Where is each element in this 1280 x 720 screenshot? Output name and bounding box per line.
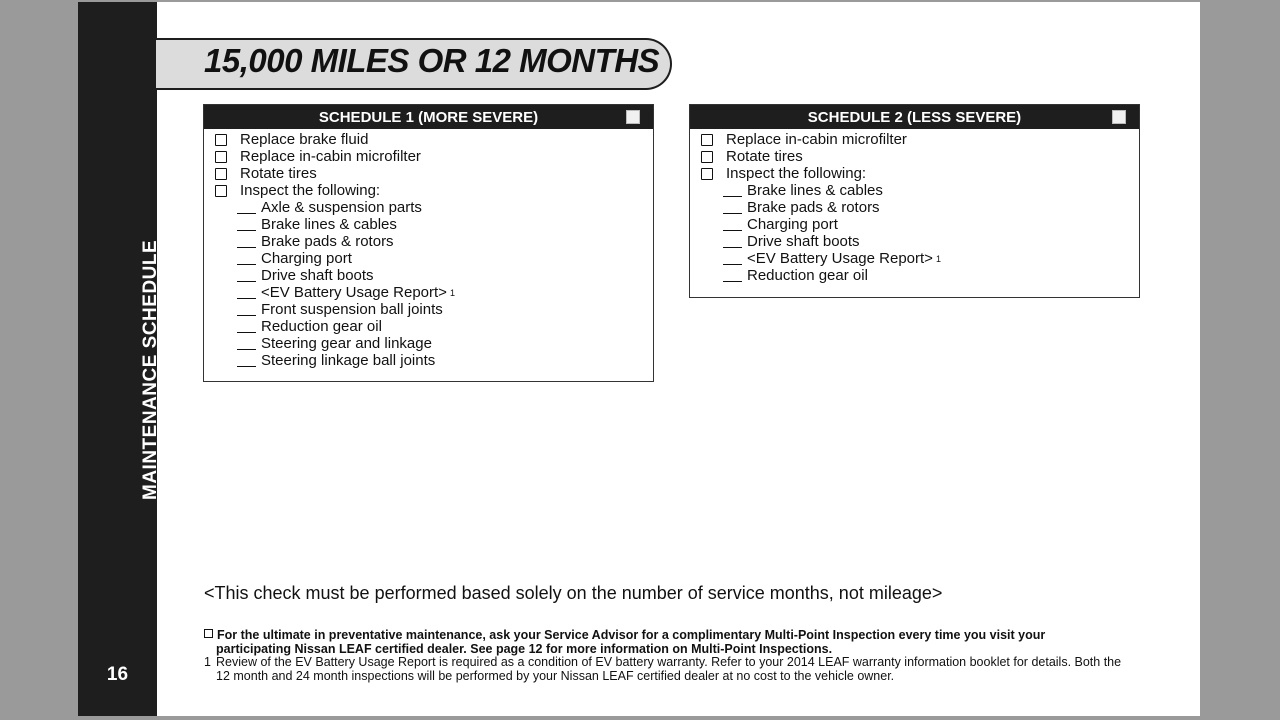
schedule-2-list — [690, 129, 1139, 284]
inspect-item-label: Front suspension ball joints — [261, 301, 443, 318]
schedule-2-box — [689, 104, 1140, 298]
schedule-2-header — [690, 105, 1139, 129]
inspect-item-label: Axle & suspension parts — [261, 199, 422, 216]
checklist-item-label: Rotate tires — [726, 148, 803, 165]
page-number: 16 — [106, 664, 129, 685]
check-blank-line[interactable] — [237, 298, 256, 299]
check-blank-line[interactable] — [237, 230, 256, 231]
inspect-item[interactable] — [215, 216, 653, 233]
inspect-item[interactable] — [215, 199, 653, 216]
inspect-item-label: Charging port — [261, 250, 352, 267]
checklist-item[interactable] — [215, 131, 653, 148]
checklist-item-label: Inspect the following: — [726, 165, 867, 182]
manual-page — [78, 2, 1200, 716]
inspect-item-label: Brake pads & rotors — [261, 233, 394, 250]
battery-footnote-line-2: 12 month and 24 month inspections will be performed by your Nissan LEAF certified dealer at no cost to the vehicle owner. — [216, 669, 895, 683]
schedule-1-checkbox[interactable] — [626, 110, 640, 124]
sidebar-title: MAINTENANCE SCHEDULE — [140, 239, 161, 500]
checklist-item-label: Inspect the following: — [240, 182, 381, 199]
inspect-item[interactable] — [701, 216, 1139, 233]
inspect-item[interactable] — [701, 233, 1139, 250]
check-blank-line[interactable] — [237, 213, 256, 214]
checkbox-icon[interactable] — [215, 134, 227, 146]
check-blank-line[interactable] — [237, 281, 256, 282]
inspect-item[interactable] — [215, 250, 653, 267]
inspect-item[interactable] — [215, 335, 653, 352]
inspect-item-label: Brake pads & rotors — [747, 199, 880, 216]
inspect-item[interactable]: <EV Battery Usage Report> 1 — [701, 250, 1139, 267]
checkbox-icon[interactable] — [701, 134, 713, 146]
inspect-item[interactable] — [215, 318, 653, 335]
footnote-marker: 1 — [204, 655, 211, 669]
inspect-item-label: <EV Battery Usage Report> — [747, 250, 933, 267]
checkbox-icon[interactable] — [701, 168, 713, 180]
battery-footnote-line-1: Review of the EV Battery Usage Report is required as a condition of EV battery warranty. Refer to your 2014 LEAF warranty information booklet for details. Both the — [216, 655, 1122, 669]
inspect-item-label: Brake lines & cables — [747, 182, 883, 199]
sidebar — [78, 2, 161, 716]
schedule-1-title: SCHEDULE 1 (MORE SEVERE) — [318, 109, 539, 126]
schedule-1-list — [204, 129, 653, 369]
checklist-item[interactable] — [215, 148, 653, 165]
service-months-note: <This check must be performed based solely on the number of service months, not mileage> — [204, 583, 943, 603]
check-blank-line[interactable] — [237, 315, 256, 316]
check-blank-line[interactable] — [723, 230, 742, 231]
checklist-item[interactable] — [701, 165, 1139, 182]
inspect-item-label: Reduction gear oil — [261, 318, 382, 335]
checkbox-icon[interactable] — [701, 151, 713, 163]
multipoint-line-2: participating Nissan LEAF certified dealer. See page 12 for more information on Multi-Point Inspections. — [216, 642, 833, 656]
inspect-item-label: Steering linkage ball joints — [261, 352, 436, 369]
check-blank-line[interactable] — [723, 213, 742, 214]
inspect-item-label: Steering gear and linkage — [261, 335, 432, 352]
checklist-item[interactable] — [215, 182, 653, 199]
checkbox-icon[interactable] — [215, 168, 227, 180]
inspect-item-label: Drive shaft boots — [747, 233, 860, 250]
check-blank-line[interactable] — [723, 281, 742, 282]
schedule-2-checkbox[interactable] — [1112, 110, 1126, 124]
inspect-item-label: Drive shaft boots — [261, 267, 374, 284]
checklist-item[interactable] — [215, 165, 653, 182]
checklist-item-label: Replace in-cabin microfilter — [240, 148, 421, 165]
check-blank-line[interactable] — [723, 264, 742, 265]
multipoint-footnote — [204, 628, 1164, 656]
checklist-item-label: Rotate tires — [240, 165, 317, 182]
schedule-1-box — [203, 104, 654, 382]
inspect-item[interactable] — [701, 199, 1139, 216]
inspect-item[interactable] — [215, 233, 653, 250]
inspect-item[interactable] — [701, 182, 1139, 199]
battery-footnote — [204, 655, 1164, 683]
inspect-item-label: <EV Battery Usage Report> — [261, 284, 447, 301]
inspect-item[interactable] — [215, 267, 653, 284]
schedule-2-title: SCHEDULE 2 (LESS SEVERE) — [807, 109, 1022, 126]
page-title: 15,000 MILES OR 12 MONTHS — [204, 42, 660, 79]
inspect-item-label: Brake lines & cables — [261, 216, 397, 233]
inspect-item[interactable] — [215, 301, 653, 318]
check-blank-line[interactable] — [237, 366, 256, 367]
check-blank-line[interactable] — [237, 247, 256, 248]
check-blank-line[interactable] — [237, 332, 256, 333]
multipoint-line-1: For the ultimate in preventative maintenance, ask your Service Advisor for a complimentary Multi-Point Inspection every time you visit your — [217, 628, 1046, 642]
inspect-item-label: Charging port — [747, 216, 838, 233]
check-blank-line[interactable] — [723, 196, 742, 197]
inspect-item[interactable] — [215, 352, 653, 369]
schedule-1-header — [204, 105, 653, 129]
checklist-item[interactable] — [701, 131, 1139, 148]
footnote-checkbox — [204, 629, 213, 638]
checkbox-icon[interactable] — [215, 185, 227, 197]
checklist-item-label: Replace in-cabin microfilter — [726, 131, 907, 148]
inspect-item[interactable]: <EV Battery Usage Report> 1 — [215, 284, 653, 301]
check-blank-line[interactable] — [237, 349, 256, 350]
inspect-item-label: Reduction gear oil — [747, 267, 868, 284]
checklist-item-label: Replace brake fluid — [240, 131, 369, 148]
inspect-item[interactable] — [701, 267, 1139, 284]
check-blank-line[interactable] — [723, 247, 742, 248]
checkbox-icon[interactable] — [215, 151, 227, 163]
checklist-item[interactable] — [701, 148, 1139, 165]
check-blank-line[interactable] — [237, 264, 256, 265]
